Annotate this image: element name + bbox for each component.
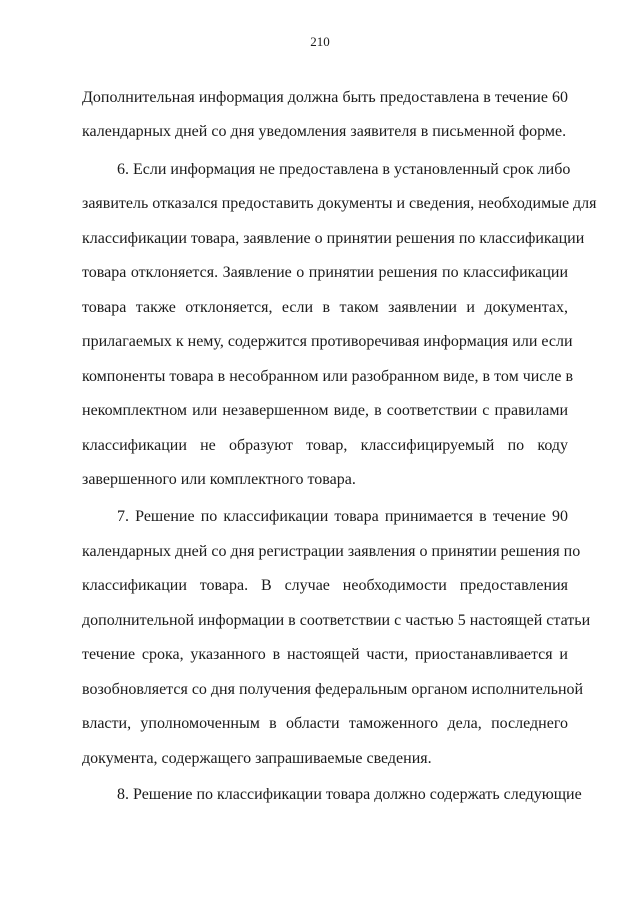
text-line: товара отклоняется. Заявление о принятии решения по классификации <box>82 264 568 281</box>
text-line: календарных дней со дня уведомления заявителя в письменной форме. <box>82 123 567 140</box>
text-line: Дополнительная информация должна быть предоставлена в течение 60 <box>82 89 568 106</box>
text-line: власти, уполномоченным в области таможенного дела, последнего <box>82 715 568 732</box>
text-line: товара также отклоняется, если в таком заявлении и документах, <box>82 299 568 316</box>
text-line: календарных дней со дня регистрации заявления о принятии решения по <box>82 543 581 560</box>
page-number: 210 <box>310 34 330 49</box>
text-line: классификации товара. В случае необходимости предоставления <box>82 577 568 594</box>
text-line: некомплектном или незавершенном виде, в соответствии с правилами <box>82 402 568 419</box>
text-line: заявитель отказался предоставить документы и сведения, необходимые для <box>82 195 597 212</box>
text-line: документа, содержащего запрашиваемые сведения. <box>82 750 432 767</box>
text-line: возобновляется со дня получения федеральным органом исполнительной <box>82 681 584 698</box>
paragraph-6-first-line: 6. Если информация не предоставлена в установленный срок либо <box>117 161 571 178</box>
text-line: классификации не образуют товар, классифицируемый по коду <box>82 437 568 454</box>
paragraph-8-first-line: 8. Решение по классификации товара должно содержать следующие <box>117 786 582 803</box>
text-line: течение срока, указанного в настоящей части, приостанавливается и <box>82 646 568 663</box>
text-line: компоненты товара в несобранном или разобранном виде, в том числе в <box>82 368 574 385</box>
text-line: прилагаемых к нему, содержится противоречивая информация или если <box>82 333 573 350</box>
text-line: классификации товара, заявление о принятии решения по классификации <box>82 230 585 247</box>
text-line: завершенного или комплектного товара. <box>82 471 356 488</box>
text-line: дополнительной информации в соответствии с частью 5 настоящей статьи <box>82 612 591 629</box>
paragraph-7-first-line: 7. Решение по классификации товара принимается в течение 90 <box>117 508 568 525</box>
